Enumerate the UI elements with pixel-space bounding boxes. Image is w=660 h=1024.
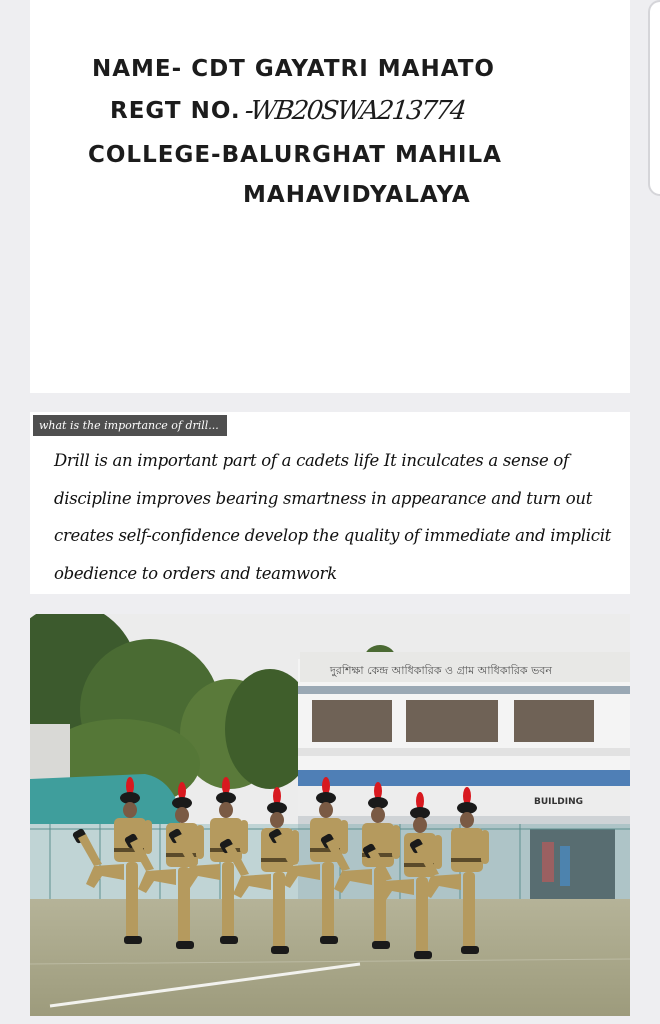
drill-photo <box>30 614 630 1016</box>
regt-number: -WB20SWA213774 <box>243 96 466 126</box>
college-name-line-1: COLLEGE-BALURGHAT MAHILA <box>88 142 502 168</box>
cadet-name: NAME- CDT GAYATRI MAHATO <box>92 56 495 82</box>
drill-photo-image <box>30 614 630 1016</box>
college-name-line-2: MAHAVIDYALAYA <box>243 182 471 208</box>
side-scroll-tab[interactable] <box>648 0 660 196</box>
regt-label: REGT NO. <box>110 98 241 124</box>
regt-number-line <box>110 96 464 126</box>
question-tag: what is the importance of drill... <box>33 415 227 436</box>
id-card <box>30 0 630 393</box>
qa-card <box>30 412 630 594</box>
building-sign: BUILDING <box>534 797 583 807</box>
building-stripe <box>298 770 630 786</box>
building-banner: দুরশিক্ষা কেন্দ্র আধিকারিক ও গ্রাম আধিকারিক ভবন <box>330 664 552 677</box>
tent <box>30 774 180 824</box>
answer-text: Drill is an important part of a cadets life It inculcates a sense of discipline improves bearing smartness in appearance and turn out creates self-confidence develop the quality of immediate and implicit obedience to orders and teamwork <box>54 451 612 583</box>
